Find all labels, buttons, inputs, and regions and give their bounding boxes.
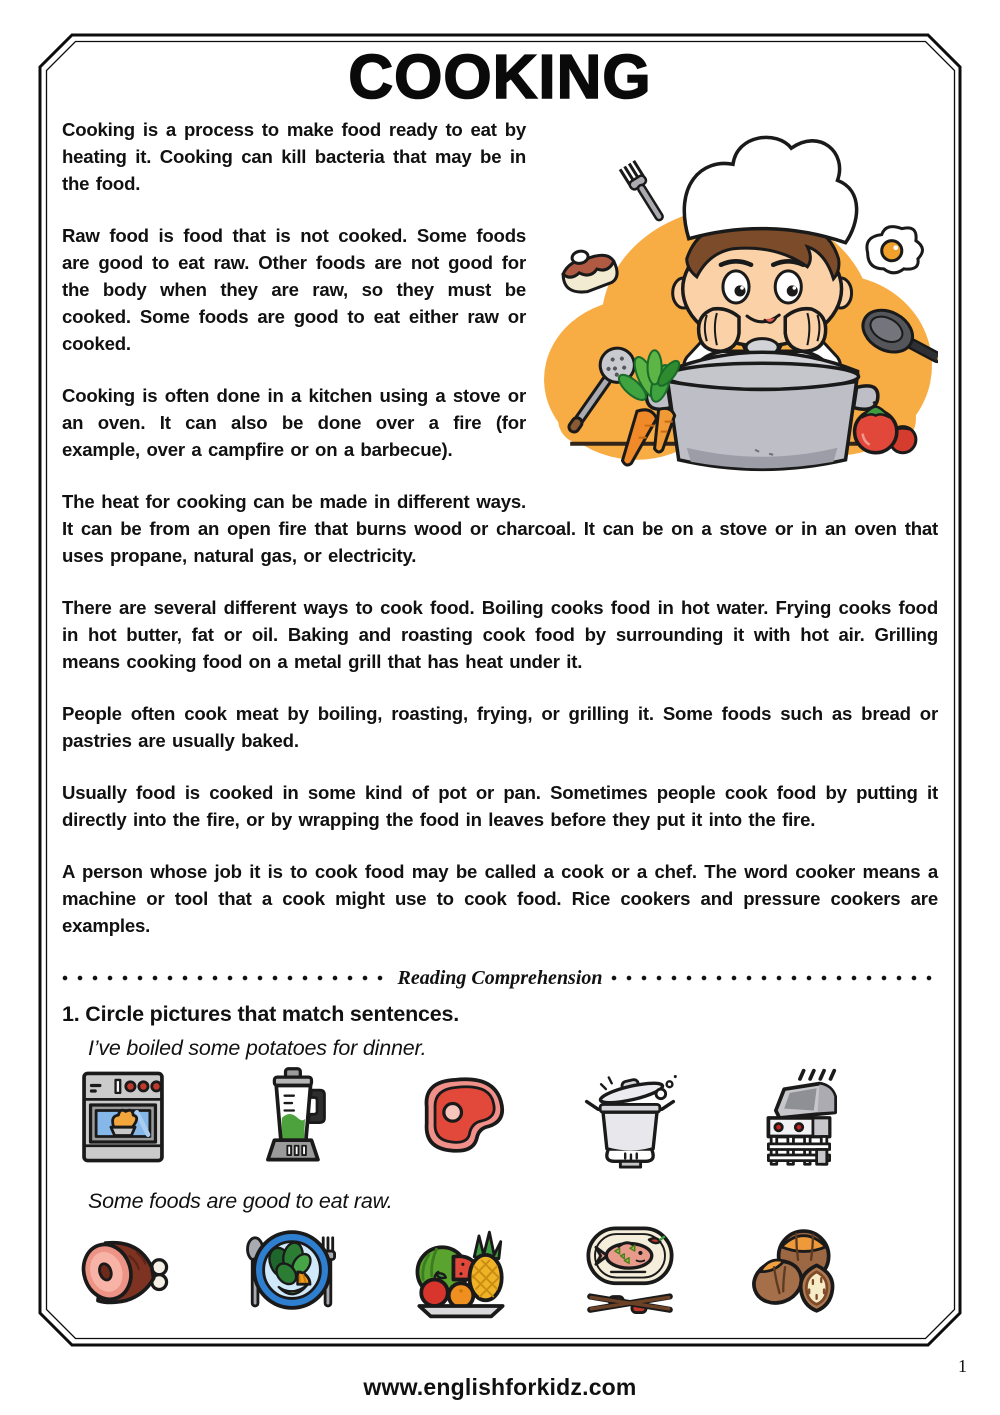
option-fish-dish[interactable] [573,1218,687,1322]
paragraph-5: There are several different ways to cook food. Boiling cooks food in hot water. Frying cooks food in hot butter, fat or oil. Baking and roasting cook food by surrounding it with hot air. Grilling means cooking food on a metal grill that has heat under it. [62,597,938,672]
paragraph-8: A person whose job it is to cook food may be called a cook or a chef. The word cooker means a machine or tool that a cook might use to cook food. Rice cookers and pressure cookers are examples. [62,861,938,936]
divider-label: Reading Comprehension [397,966,603,989]
chef-illustration [536,116,938,508]
question-2-sentence: Some foods are good to eat raw. [88,1189,393,1213]
option-chestnuts[interactable] [742,1218,856,1322]
reading-comprehension-section [62,966,938,1322]
blender-icon [241,1066,343,1168]
fruit-platter-icon [408,1217,514,1323]
divider-dots-left [62,975,389,981]
paragraph-7: Usually food is cooked in some kind of pot or pan. Sometimes people cook food by putting it directly into the fire, or by wrapping the food in leaves before they put it into the fire. [62,782,938,830]
boiling-pot-icon [577,1064,683,1170]
worksheet-content [40,34,960,1346]
option-barbecue-grill[interactable] [742,1065,856,1169]
paragraph-2: Raw food is food that is not cooked. Some foods are good to eat raw. Other foods are not good for the body when they are raw, so they must be cooked. Some foods are good to eat either raw or cooked. [62,225,526,354]
reading-passage [62,116,938,962]
fried-egg [867,227,923,273]
steak-icon [408,1066,514,1168]
page-number: 1 [958,1356,967,1376]
fork [620,161,669,225]
barbecue-grill-icon [748,1064,850,1170]
option-salad-plate[interactable] [235,1218,349,1322]
option-steak[interactable] [404,1065,518,1169]
option-blender[interactable] [235,1065,349,1169]
chef-boy-with-pot-illustration [536,116,938,490]
salad-plate-icon [239,1217,345,1323]
fish-dish-icon [577,1217,683,1323]
page-title: COOKING [348,43,652,112]
section-divider [62,966,938,990]
question-1-options [66,1065,856,1169]
divider-dots-right [611,975,938,981]
chestnuts-icon [748,1217,850,1323]
paragraph-4: The heat for cooking can be made in different ways. It can be from an open fire that burns wood or charcoal. It can be on a stove or in an oven that uses propane, natural gas, or electricity. [62,491,938,566]
paragraph-1: Cooking is a process to make food ready to eat by heating it. Cooking can kill bacteria that may be in the food. [62,119,526,194]
question-1-sentence: I’ve boiled some potatoes for dinner. [88,1036,427,1060]
option-boiling-pot[interactable] [573,1065,687,1169]
chef-hat [684,137,856,242]
paragraph-6: People often cook meat by boiling, roasting, frying, or grilling it. Some foods such as bread or pastries are usually baked. [62,703,938,751]
footer-website-link[interactable]: www.englishforkidz.com [363,1374,637,1400]
option-fruit-platter[interactable] [404,1218,518,1322]
oven-icon [72,1066,174,1168]
paragraph-3: Cooking is often done in a kitchen using a stove or an oven. It can also be done over a fire (for example, over a campfire or on a barbecue). [62,385,526,460]
ham-icon [70,1219,176,1321]
question-2-options [66,1218,856,1322]
option-oven[interactable] [66,1065,180,1169]
exercise-heading: 1. Circle pictures that match sentences. [62,1002,460,1026]
option-ham[interactable] [66,1218,180,1322]
